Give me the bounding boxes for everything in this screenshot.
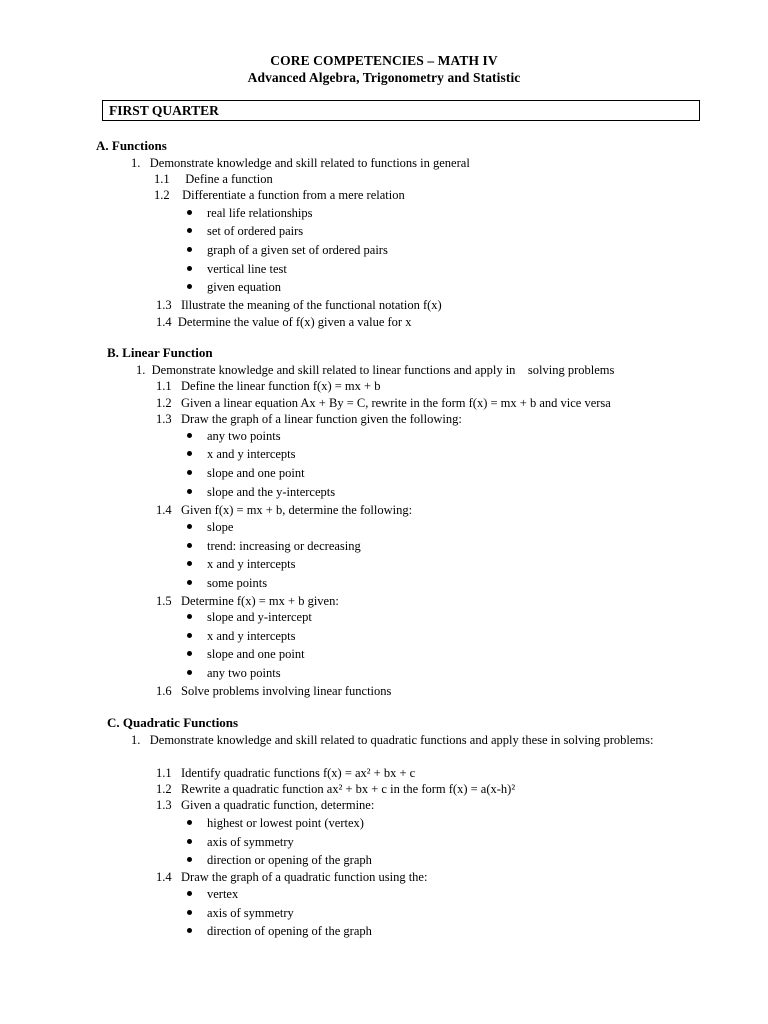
bullet-icon <box>187 543 192 548</box>
bullet-icon <box>187 266 192 271</box>
section-a-item-1-1: 1.1 Define a function <box>154 172 273 186</box>
bullet-icon <box>187 839 192 844</box>
section-b-item-1-2: 1.2 Given a linear equation Ax + By = C, rewrite in the form f(x) = mx + b and vice versa <box>156 396 611 410</box>
section-a-item-1-3: 1.3 Illustrate the meaning of the functional notation f(x) <box>156 298 442 312</box>
bullet-icon <box>187 651 192 656</box>
section-b-item-1-5: 1.5 Determine f(x) = mx + b given: <box>156 594 339 608</box>
section-a-heading: A. Functions <box>96 138 167 153</box>
document-subtitle: Advanced Algebra, Trigonometry and Statistic <box>247 70 521 85</box>
section-b-item-1-3: 1.3 Draw the graph of a linear function given the following: <box>156 412 462 426</box>
bullet-icon <box>187 561 192 566</box>
section-c-item-1-3: 1.3 Given a quadratic function, determine: <box>156 798 375 812</box>
section-c-item-1-1: 1.1 Identify quadratic functions f(x) = ax² + bx + c <box>156 766 416 780</box>
bullet-icon <box>187 228 192 233</box>
section-b-item-1-6: 1.6 Solve problems involving linear functions <box>156 684 392 698</box>
bullet-icon <box>187 470 192 475</box>
bullet-icon <box>187 614 192 619</box>
bullet-icon <box>187 580 192 585</box>
section-b-item-1: 1. Demonstrate knowledge and skill related to linear functions and apply in solving problems <box>136 363 615 377</box>
section-b-heading: B. Linear Function <box>107 345 213 360</box>
section-a-item-1-2: 1.2 Differentiate a function from a mere relation <box>154 188 405 202</box>
bullet-icon <box>187 210 192 215</box>
section-b-item-1-4: 1.4 Given f(x) = mx + b, determine the following: <box>156 503 413 517</box>
quarter-label: FIRST QUARTER <box>109 103 219 118</box>
bullet-icon <box>187 524 192 529</box>
bullet-icon <box>187 451 192 456</box>
section-b-item-1-1: 1.1 Define the linear function f(x) = mx + b <box>156 379 381 393</box>
bullet-icon <box>187 433 192 438</box>
section-a-item-1: 1. Demonstrate knowledge and skill related to functions in general <box>131 156 470 170</box>
section-c-item-1-4: 1.4 Draw the graph of a quadratic function using the: <box>156 870 428 884</box>
bullet-icon <box>187 489 192 494</box>
section-c-item-1: 1. Demonstrate knowledge and skill related to quadratic functions and apply these in solving problems: <box>131 733 654 747</box>
bullet-icon <box>187 891 192 896</box>
section-c-heading: C. Quadratic Functions <box>107 715 239 730</box>
section-a-item-1-4: 1.4 Determine the value of f(x) given a value for x <box>156 315 412 329</box>
quarter-box <box>102 100 700 121</box>
bullet-icon <box>187 928 192 933</box>
bullet-icon <box>187 247 192 252</box>
bullet-icon <box>187 284 192 289</box>
bullet-icon <box>187 633 192 638</box>
document-title: CORE COMPETENCIES – MATH IV <box>270 53 498 68</box>
bullet-icon <box>187 857 192 862</box>
bullet-icon <box>187 670 192 675</box>
section-c-item-1-2: 1.2 Rewrite a quadratic function ax² + bx + c in the form f(x) = a(x-h)² <box>156 782 516 796</box>
bullet-icon <box>187 820 192 825</box>
bullet-icon <box>187 910 192 915</box>
document-page: CORE COMPETENCIES – MATH IV Advanced Algebra, Trigonometry and Statistic FIRST QUARTER A. Functions 1. Demonstrate knowledge and skill related to functions in general 1.1 Define a function 1.2 Differentiate a function from a mere relation real life relationships set of ordered pairs graph of a given set of ordered pairs vertical line test given equation 1.3 Illustrate the meaning of the functional notation f(x) 1.4 Determine the value of f(x) given a value for x B. Linear Function 1. Demonstrate knowledge and skill related to linear functions and apply in solving problems 1.1 Define the linear function f(x) = mx + b 1.2 Given a linear equation Ax + By = C, rewrite in the form f(x) = mx + b and vice versa 1.3 Draw the graph of a linear function given the following: any two points x and y intercepts slope and one point slope and the y-intercepts 1.4 Given f(x) = mx + b, determine the following: slope trend: increasing or decreasing x and y intercepts some points 1.5 Determine f(x) = mx + b given: slope and y-intercept x and y intercepts slope and one point any two points 1.6 Solve problems involving linear functions C. Quadratic Functions 1. Demonstrate knowledge and skill related to quadratic functions and apply these in solving problems: 1.1 Identify quadratic functions f(x) = ax² + bx + c 1.2 Rewrite a quadratic function ax² + bx + c in the form f(x) = a(x-h)² 1.3 Given a quadratic function, determine: highest or lowest point (vertex) axis of symmetry direction or opening of the graph 1.4 Draw the graph of a quadratic function using the: vertex axis of symmetry direction of opening of the graph <box>0 0 768 1024</box>
